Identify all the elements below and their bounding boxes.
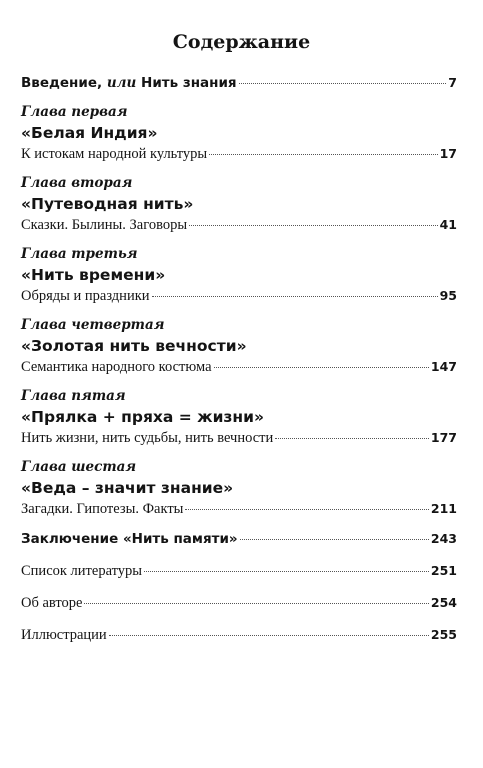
toc-entries xyxy=(21,73,457,645)
toc-entry-about-author[interactable] xyxy=(21,593,457,613)
chapter-subtitle: Сказки. Былины. Заговоры xyxy=(21,217,188,233)
dot-leader xyxy=(240,538,429,540)
toc-entry-label: Об авторе xyxy=(21,595,83,611)
toc-entry-label: Иллюстрации xyxy=(21,627,107,643)
chapter-title: «Прялка + пряха = жизни» xyxy=(21,408,265,426)
toc-entry xyxy=(21,428,457,448)
dot-leader xyxy=(152,295,438,297)
dot-leader xyxy=(239,82,447,84)
toc-page-number: 7 xyxy=(448,75,457,90)
chapter-title: «Веда – значит знание» xyxy=(21,479,234,497)
toc-chapter-6[interactable] xyxy=(21,457,457,519)
toc-entry-label: Заключение «Нить памяти» xyxy=(21,531,238,547)
chapter-title: «Путеводная нить» xyxy=(21,195,194,213)
toc-page-number: 243 xyxy=(430,531,457,546)
chapter-number: Глава шестая xyxy=(21,459,137,475)
page-title: Содержание xyxy=(172,31,311,53)
toc-chapter-5[interactable] xyxy=(21,386,457,448)
dot-leader xyxy=(109,634,429,636)
toc-page-number: 95 xyxy=(439,288,457,303)
toc-page-number: 255 xyxy=(430,627,457,642)
toc-chapter-1[interactable] xyxy=(21,102,457,164)
dot-leader xyxy=(84,602,428,604)
toc-entry xyxy=(21,286,457,306)
toc-page-number: 17 xyxy=(439,146,457,161)
chapter-number: Глава пятая xyxy=(21,388,126,404)
dot-leader xyxy=(209,153,437,155)
toc-entry xyxy=(21,357,457,377)
toc-entry xyxy=(21,499,457,519)
chapter-title: «Нить времени» xyxy=(21,266,166,284)
toc-page-number: 254 xyxy=(430,595,457,610)
toc-entry xyxy=(21,215,457,235)
chapter-number: Глава четвертая xyxy=(21,317,165,333)
toc-page-number: 177 xyxy=(430,430,457,445)
chapter-subtitle: Нить жизни, нить судьбы, нить вечности xyxy=(21,430,274,446)
dot-leader xyxy=(144,570,429,572)
chapter-title: «Белая Индия» xyxy=(21,124,158,142)
dot-leader xyxy=(275,437,429,439)
toc-entry xyxy=(21,144,457,164)
toc-entry-conclusion[interactable] xyxy=(21,529,457,549)
toc-page-number: 211 xyxy=(430,501,457,516)
dot-leader xyxy=(189,224,438,226)
toc-page-number: 251 xyxy=(430,563,457,578)
chapter-subtitle: Семантика народного костюма xyxy=(21,359,212,375)
chapter-subtitle: К истокам народной культуры xyxy=(21,146,208,162)
toc-chapter-2[interactable] xyxy=(21,173,457,235)
dot-leader xyxy=(214,366,429,368)
chapter-number: Глава первая xyxy=(21,104,128,120)
dot-leader xyxy=(185,508,428,510)
toc-entry-bibliography[interactable] xyxy=(21,561,457,581)
toc-entry-illustrations[interactable] xyxy=(21,625,457,645)
toc-chapter-4[interactable] xyxy=(21,315,457,377)
chapter-number: Глава вторая xyxy=(21,175,133,191)
toc-page-number: 147 xyxy=(430,359,457,374)
toc-entry-label: Список литературы xyxy=(21,563,143,579)
chapter-title: «Золотая нить вечности» xyxy=(21,337,247,355)
chapter-subtitle: Загадки. Гипотезы. Факты xyxy=(21,501,184,517)
toc-entry-label: Введение, или Нить знания xyxy=(21,75,237,91)
toc-page-number: 41 xyxy=(439,217,457,232)
chapter-number: Глава третья xyxy=(21,246,138,262)
toc-chapter-3[interactable] xyxy=(21,244,457,306)
toc-entry-intro[interactable] xyxy=(21,73,457,93)
chapter-subtitle: Обряды и праздники xyxy=(21,288,150,304)
